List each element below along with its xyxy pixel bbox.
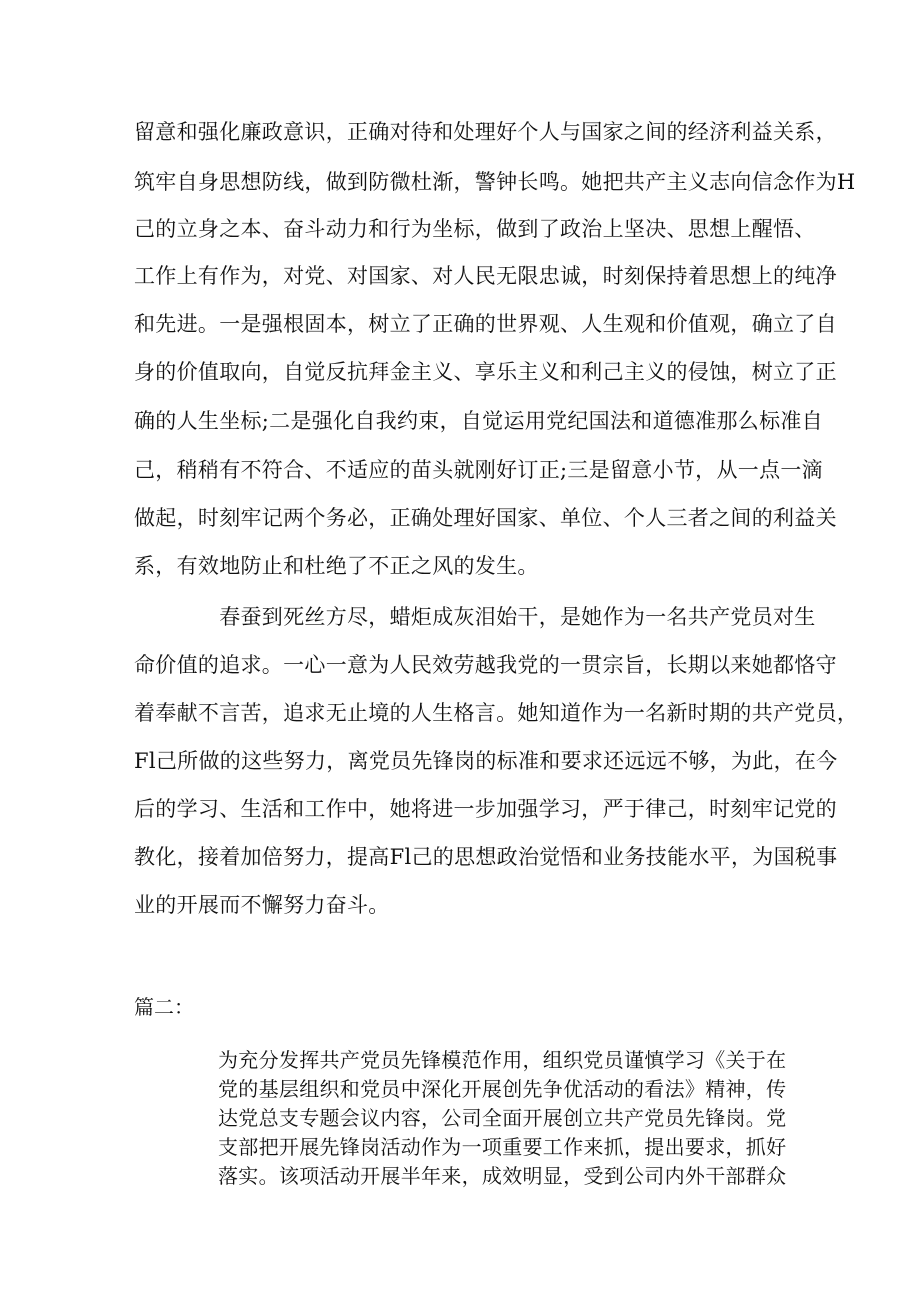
text-line: 教化，接着加倍努力，提高Fl己的思想政治觉悟和业务技能水平，为国税事 <box>134 845 838 869</box>
text-line: 己的立身之本、奋斗动力和行为坐标，做到了政治上坚决、思想上醒悟、 <box>134 217 816 241</box>
text-line: 业的开展而不懈努力奋斗。 <box>134 893 390 917</box>
text-line: 为充分发挥共产党员先锋模范作用，组织党员谨慎学习《关于在 <box>218 1048 787 1072</box>
text-line: 达党总支专题会议内容，公司全面开展创立共产党员先锋岗。党 <box>218 1106 787 1130</box>
text-line: 春蚕到死丝方尽，蜡炬成灰泪始干，是她作为一名共产党员对生 <box>134 605 816 629</box>
text-line: 落实。该项活动开展半年来，成效明显，受到公司内外干部群众 <box>218 1164 787 1188</box>
text-line: 留意和强化廉政意识，正确对待和处理好个人与国家之间的经济利益关系， <box>134 120 837 144</box>
section-heading: 篇二： <box>134 995 194 1019</box>
text-line: 命价值的追求。一心一意为人民效劳越我党的一贯宗旨，长期以来她都恪守 <box>134 653 837 677</box>
text-line: 做起，时刻牢记两个务必，正确处理好国家、单位、个人三者之间的利益关 <box>134 506 837 530</box>
text-line: 工作上有作为，对党、对国家、对人民无限忠诚，时刻保持着思想上的纯净 <box>134 264 837 288</box>
text-line: 党的基层组织和党员中深化开展创先争优活动的看法》精神，传 <box>218 1077 787 1101</box>
text-line: 己，稍稍有不符合、不适应的苗头就刚好订正;三是留意小节，从一点一滴 <box>134 458 823 482</box>
text-line: 系，有效地防止和杜绝了不正之风的发生。 <box>134 554 539 578</box>
text-line: 着奉献不言苦，追求无止境的人生格言。她知道作为一名新时期的共产党员， <box>134 701 859 725</box>
text-line: 筑牢自身思想防线，做到防微杜渐，警钟长鸣。她把共产主义志向信念作为H <box>134 170 856 194</box>
text-line: 和先进。一是强根固本，树立了正确的世界观、人生观和价值观，确立了自 <box>134 312 837 336</box>
text-line: 支部把开展先锋岗活动作为一项重要工作来抓，提出要求，抓好 <box>218 1135 787 1159</box>
text-line: 确的人生坐标;二是强化自我约束，自觉运用党纪国法和道德准那么标准自 <box>134 409 823 433</box>
text-line: 后的学习、生活和工作中，她将进一步加强学习，严于律己，时刻牢记党的 <box>134 797 837 821</box>
text-line: 身的价值取向，自觉反抗拜金主义、享乐主义和利己主义的侵蚀，树立了正 <box>134 360 837 384</box>
text-line: Fl己所做的这些努力，离党员先锋岗的标准和要求还远远不够，为此，在今 <box>134 749 838 773</box>
